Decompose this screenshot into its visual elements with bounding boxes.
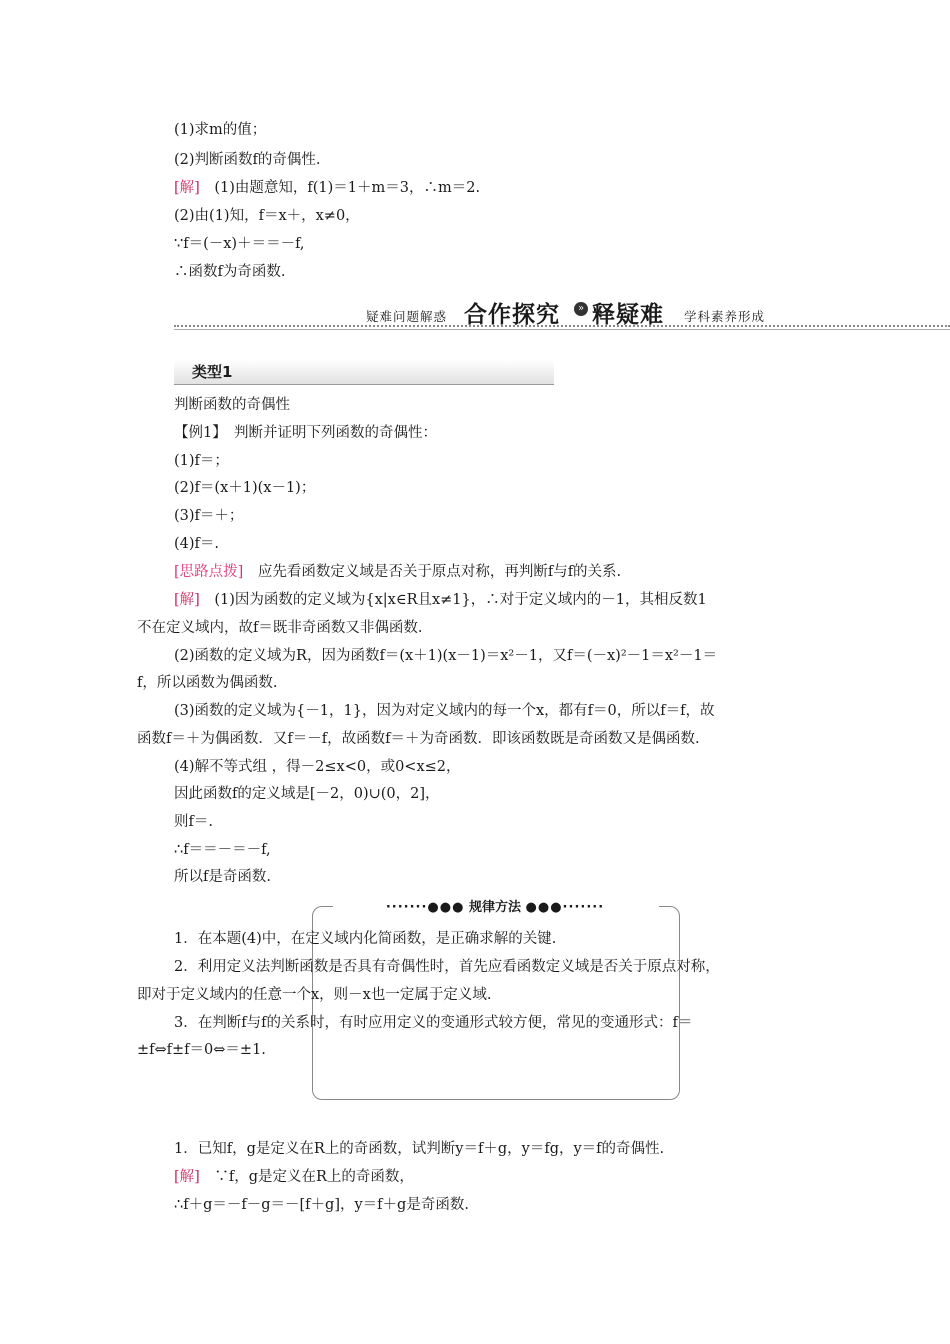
question-1: (1)求m的值； <box>174 122 267 138</box>
sol-p2-line-2: f，所以函数为偶函数. <box>137 675 278 691</box>
exercise-answer-line-2: ∴f＋g＝－f－g＝－[f＋g]，y＝f＋g是奇函数. <box>174 1197 469 1213</box>
sol-p2-line-1: (2)函数的定义域为R，因为函数f＝(x＋1)(x－1)＝x²－1，又f＝(－x)²－1＝x²－1＝ <box>174 648 718 664</box>
exercise-question: 1．已知f，g是定义在R上的奇函数，试判断y＝f＋g，y＝fg，y＝f的奇偶性. <box>174 1141 665 1157</box>
example-item-4: (4)f＝. <box>174 536 220 552</box>
question-2: (2)判断函数f的奇偶性. <box>174 152 321 168</box>
arrow-icon: » <box>574 302 588 316</box>
type-tag-bar <box>174 360 554 385</box>
exercise-tag: [解] <box>174 1169 200 1185</box>
banner-dotted-rule <box>174 325 950 327</box>
banner-rule <box>174 329 950 330</box>
type-tag-label: 类型1 <box>192 363 233 381</box>
banner-main-left: 合作探究 <box>464 302 560 328</box>
solution-line-3: ∵f＝(－x)＋＝＝－f, <box>174 236 305 252</box>
sol-p1-line-2: 不在定义域内，故f＝既非奇函数又非偶函数. <box>137 620 423 636</box>
dots-right-icon: ●●●······· <box>525 900 605 915</box>
method-rule-3-line-2: ±f⇔f±f＝0⇔＝±1. <box>137 1042 266 1058</box>
hint-text: 应先看函数定义域是否关于原点对称，再判断f与f的关系. <box>243 564 622 580</box>
sol-p4-line-3: 则f＝. <box>174 814 213 830</box>
method-rule-2-line-2: 即对于定义域内的任意一个x，则－x也一定属于定义域. <box>137 987 492 1003</box>
method-rule-1: 1．在本题(4)中，在定义域内化简函数，是正确求解的关键. <box>174 931 557 947</box>
method-rule-3-line-1: 3．在判断f与f的关系时，有时应用定义的变通形式较方便，常见的变通形式：f＝ <box>174 1015 693 1031</box>
exercise-answer-line-1 <box>174 1167 414 1187</box>
solution-line-4: ∴函数f为奇函数. <box>174 264 286 280</box>
example-header: 【例1】 判断并证明下列函数的奇偶性： <box>174 425 437 441</box>
banner-right-text: 学科素养形成 <box>684 309 766 324</box>
example-item-2: (2)f＝(x＋1)(x－1)； <box>174 480 316 496</box>
solution-tag: [解] <box>174 180 200 196</box>
solution-line-2: (2)由(1)知，f＝x＋，x≠0， <box>174 208 360 224</box>
sol-p4-line-2: 因此函数f的定义域是[－2，0)∪(0，2]， <box>174 786 440 802</box>
example-item-3: (3)f＝＋； <box>174 508 244 524</box>
section-banner <box>174 292 950 332</box>
method-rule-2-line-1: 2．利用定义法判断函数是否具有奇偶性时，首先应看函数定义域是否关于原点对称， <box>174 959 720 975</box>
sol-p1a: (1)因为函数的定义域为{x|x∈R且x≠1}，∴对于定义域内的－1，其相反数1 <box>199 592 707 608</box>
example-item-1: (1)f＝； <box>174 453 229 469</box>
sol-p4-line-4: ∴f＝＝－＝－f, <box>174 842 271 858</box>
banner-main-right: 释疑难 <box>592 302 664 328</box>
hint-line <box>174 562 621 582</box>
solution-line-1 <box>174 178 480 198</box>
dots-left-icon: ·······●●● <box>385 900 465 915</box>
solution-text: (1)由题意知，f(1)＝1＋m＝3，∴m＝2. <box>199 180 481 196</box>
exercise-answer-text: ∵f，g是定义在R上的奇函数， <box>199 1169 414 1185</box>
banner-left-text: 疑难问题解惑 <box>366 309 448 324</box>
method-title-text: 规律方法 <box>468 900 521 915</box>
topic-title: 判断函数的奇偶性 <box>174 397 290 413</box>
sol-tag: [解] <box>174 592 200 608</box>
sol-p3-line-1: (3)函数的定义域为{－1，1}，因为对定义域内的每一个x，都有f＝0，所以f＝f，故 <box>174 703 715 719</box>
sol-p1-line-1 <box>174 590 707 610</box>
method-title <box>312 898 678 918</box>
sol-p4-line-1: (4)解不等式组 ，得－2≤x<0，或0<x≤2， <box>174 759 461 775</box>
hint-tag: [思路点拨] <box>174 564 244 580</box>
sol-p4-line-5: 所以f是奇函数. <box>174 869 271 885</box>
sol-p3-line-2: 函数f＝＋为偶函数．又f＝－f，故函数f＝＋为奇函数．即该函数既是奇函数又是偶函数. <box>137 731 700 747</box>
